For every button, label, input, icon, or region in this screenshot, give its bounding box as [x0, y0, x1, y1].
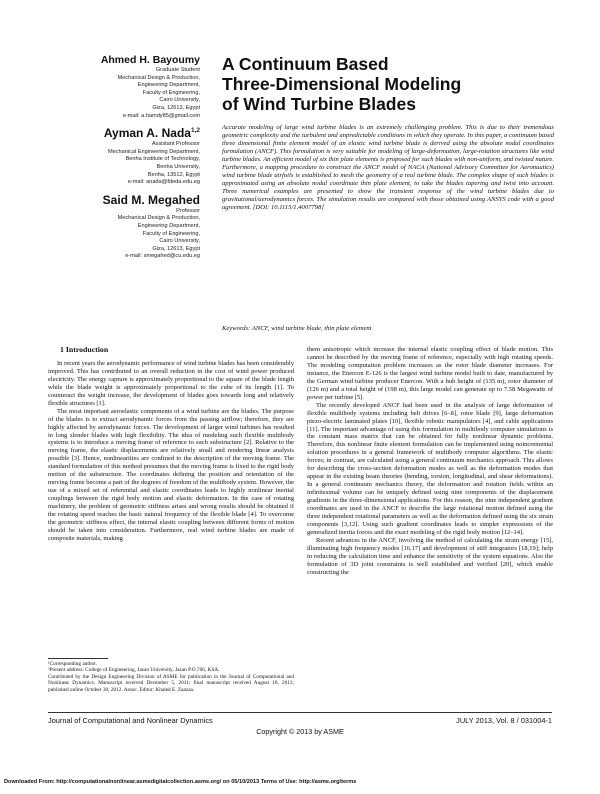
author-block [62, 193, 200, 261]
author-affiliation-line: Giza, 12613, Egypt [152, 104, 200, 111]
author-affiliation-line: Cairo University, [159, 97, 200, 104]
author-affiliation-line: Mechanical Engineering Department, [107, 148, 200, 155]
author-email[interactable]: e-mail: anada@fdeda.edu.eg [127, 179, 200, 186]
author-title: Professor [176, 207, 200, 214]
journal-name: Journal of Computational and Nonlinear Dynamics [48, 716, 213, 725]
author-footnote-marker[interactable]: 1,2 [190, 127, 200, 135]
author-title: Assistant Professor [151, 141, 200, 148]
author-list [62, 54, 200, 267]
author-affiliation-line: Giza, 12613, Egypt [152, 245, 200, 252]
body-paragraph: them anisotropic which increase the internal elastic coupling effect of blade motion. This cannot be described by the moving frame of reference, especially with high rotating speeds. The modeling computation problem increases as the rotor blade diameter increases. For instance, the Enercon E-126 is the largest wind turbine model built to date, manufactured by the German wind turbine producer Enercon. With a hub height of (135 m), rotor diameter of (126 m) and a total height of (198 m), this large model can generate up to 7.58 Megawatts of power per turbine [5]. [307, 346, 553, 401]
author-affiliation-line: Benha, 13512, Egypt [147, 171, 200, 178]
footer-divider [48, 712, 552, 713]
abstract: Accurate modeling of large wind turbine blades is an extremely challenging problem. This is due to their tremendous geometric complexity and the turbulent and unpredictable conditions in which they operate. In this paper, a continuum based three dimensional finite element model of an elastic wind turbine blade is derived using the absolute nodal coordinates formulation (ANCF). This formulation is very suitable for modeling of large-deformation, large-rotation structures like wind turbine blades. An efficient model of six thin plate elements is proposed for such blades with non-uniform, and twisted nature. Furthermore, a mapping procedure to construct the ANCF model of NACA (National Advisory Committee for Aeronautics) wind turbine blade airfoils is established to mesh the geometry of a real turbine blade. The complex shape of such blades is approximated using an absolute nodal coordinate thin plate element, to take the blades tapering and twist into account. Three numerical examples are presented to show the transient response of the wind turbine blades due to gravitational/aerodynamics forces. The simulation results are compared with those obtained using ANSYS code with a good agreement. [DOI: 10.1115/1.4007798] [222, 124, 554, 212]
paper-title-line: A Continuum Based [222, 54, 389, 74]
footnote: Contributed by the Design Engineering Division of ASME for publication in the Journal of Computational and Nonlinear Dynamics. Manuscript received December 5, 2011; final manuscript received August 18, 2012; published online October 30, 2012. Assoc. Editor: Khaled E. Zaazaa. [48, 673, 294, 693]
author-name: Said M. Megahed [102, 192, 200, 207]
body-paragraph: The most important aeroelastic components of a wind turbine are the blades. The purpose of the blades is to extract aerodynamic forces from the passing airflow; therefore, they are highly affected by aerodynamic forces. The development of larger wind turbines has resulted in long slender blades with high flexibility. The idea of modeling such flexible multibody systems is to introduce a moving frame of reference to each substructure [2]. Relative to the moving frame, the elastic displacements are relatively small and rendering linear analysis possible [3]. Hence, nonlinearities are confined to the description of the moving frame. The standard formulation of this method presumes that the moving frame is fixed to the rigid body motion of the substructure. The coordinates defining the position and orientation of the moving frame become a part of the degrees of freedom of the multibody system. However, the use of a mixed set of referential and elastic coordinates leads to highly nonlinear inertial couplings between the rigid body motion and elastic deformation. In the case of rotating machinery, the problem of geometric stiffness arises and wrong results should be obtained if the rotating speed reaches the basic natural frequency of the flexible blade [4]. To overcome the geometric stiffness effect, the internal elastic coupling between different forms of motion should be taken into consideration. Furthermore, real wind turbine blades are made of composite materials, making [48, 407, 294, 542]
author-affiliation-line: Cairo University, [159, 238, 200, 245]
author-affiliation-line: Engineering Department, [137, 222, 200, 229]
author-affiliation-line: Benha University, [156, 163, 200, 170]
body-paragraph: In recent years the aerodynamic performance of wind turbine blades has been considerably improved. This has contributed to an overall reduction in the cost of wind power produced electricity. The energy capture is approximately proportional to the square of the blade length while the blade weight is approximately proportional to the cube of its length [1]. To counteract the weight increase, the development of blades goes towards long and relatively flexible structures [1]. [48, 359, 294, 407]
footnote: ²Present address: College of Engineering, Jazan University, Jazan P.O.706, KSA. [48, 667, 220, 674]
body-paragraph: The recently developed ANCF had been used in the analysis of large deformation of flexible multibody systems including belt drives [6–8], rotor blade [9], large deformation piezo-electric laminated plates [10], flexible robotic manipulators [4], and cable applications [11]. The important advantage of using this formulation in multibody computer simulations is the constant mass matrix that can be obtained for fully nonlinear dynamic problems. Therefore, this nonlinear finite element formulation can be implemented using noincremental solution procedures in a general framework of multibody computer algorithms. The elastic forces; in contrast, are calculated using a general continuum mechanics approach. This allows for describing the cross-section deformation modes as well as the deformation modes that appear in the existing beam theories (bending, torsion, longitudinal, and shear deformations). In a general continuum mechanics theory, the deformation and rotation fields within an infinitesimal volume can be uniquely defined using nine components of the displacement gradients in the three-dimensional applications. For this reason, the nine independent gradient coordinates are used in the ANCF to describe the large rotational motion defined using the three independent rotational parameters as well as the deformation defined using the six strain components [3,12]. Using such gradient coordinates leads to simpler expressions of the generalized inertia forces and the exact modeling of the rigid body motion [12–14]. [307, 401, 553, 536]
author-affiliation-line: Mechanical Design & Production, [117, 215, 200, 222]
author-email[interactable]: e-mail: a.hamdy85@gmail.com [122, 112, 200, 119]
author-affiliation-line: Engineering Department, [137, 82, 200, 89]
author-affiliation-line: Mechanical Design & Production, [117, 74, 200, 81]
issue-info: JULY 2013, Vol. 8 / 031004-1 [456, 716, 552, 725]
author-block [62, 54, 200, 120]
footnote: ¹Corresponding author. [48, 661, 97, 667]
paper-title-line: of Wind Turbine Blades [222, 94, 416, 114]
footnotes [48, 658, 294, 693]
author-title: Graduate Student [155, 67, 200, 73]
author-affiliation-line: Faculty of Engineering, [142, 89, 200, 96]
download-notice[interactable]: Downloaded From: http://computationalnonlinear.asmedigitalcollection.asme.org/ on 05/10/2013 Terms of Use: http://asme.org/terms [4, 779, 357, 785]
body-column-left [48, 346, 294, 543]
body-paragraph: Recent advances in the ANCF, involving the method of calculating the strain energy [15], illuminating high frequency modes [16,17] and development of stiff integrators [18,19]; help in reducing the calculation time and enhance the sensitivity of the system equations. Also the formulation of 3D joint constraints is well established and verified [20], which enable constructing the [307, 536, 553, 576]
paper-title [222, 54, 552, 114]
copyright: Copyright © 2013 by ASME [256, 727, 344, 736]
footnote-divider [48, 658, 108, 659]
section-heading: 1 Introduction [60, 345, 109, 354]
author-email[interactable]: e-mail: smegahed@cu.edu.eg [125, 253, 200, 260]
author-name: Ahmed H. Bayoumy [100, 54, 200, 66]
keywords: Keywords: ANCF, wind turbine blade, thin plate element [222, 325, 372, 332]
author-name: Ayman A. Nada$^{1,2}$ [103, 126, 200, 141]
author-affiliation-line: Faculty of Engineering, [142, 230, 200, 237]
body-column-right [307, 346, 553, 577]
author-block [62, 126, 200, 187]
paper-title-line: Three-Dimensional Modeling [222, 74, 462, 94]
author-affiliation-line: Benha Institute of Technology, [125, 156, 200, 163]
